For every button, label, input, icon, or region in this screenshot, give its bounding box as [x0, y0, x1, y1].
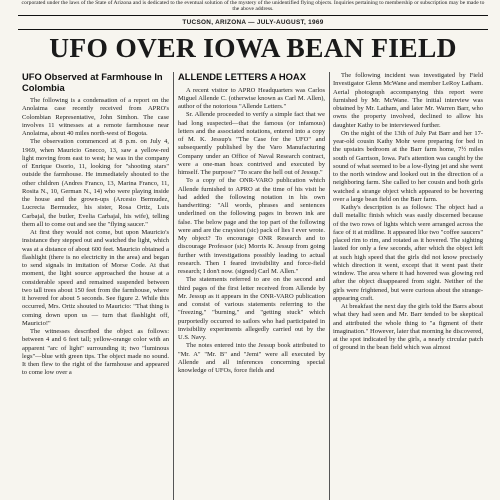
- paragraph: The witnesses described the object as follows: between 4 and 6 feet tall; yellow-orange color with an apparent "arc of light" surrounding it; two "luminous legs"—blue with green tips. The object made no sound. It then flew to the right of the farmhouse and appeared to come low over a: [22, 328, 169, 377]
- paragraph: At first they would not come, but upon Mauricio's insistance they stepped out and watched the light, which was at a distance of about 600 feet. Mauricio obtained a flashlight (there is no electricity in the area) and began to send signals in imitation of Morse Code. At that moment, the light source approached the house at a considerable speed and remained suspended between two tall trees about 150 feet from the farmhouse, where it hovered for about 5 seconds. See figure 2. While this occurred, Mrs. Ortiz shouted to Mauricio: "That thing is coming down upon us — turn that flashlight off, Mauricio!": [22, 229, 169, 327]
- paragraph: The following is a condensation of a report on the Anolaima case recently received from APRO's Colombian Representative, John Simhon. The case involves 11 witnesses at a remote farmhouse near Anolaima, about 40 miles north-west of Bogota.: [22, 97, 169, 137]
- paragraph: A recent visitor to APRO Headquarters was Carlos Miguel Allende C. (otherwise known as Carl M. Allen), author of the notorious "Allende Letters.": [178, 86, 325, 110]
- paragraph: Sr. Allende proceeded to verify a simple fact that we had long suspected—that the famous (or infamous) letters and the associated notations, entered into a copy of M. K. Jessup's "The Case for the UFO" and subsequently published by the Varo Manufacturing Company under an Office of Naval Research contract, were a one-man hoax contrived and executed by himself. The purpose? "To scare the hell out of Jessup.": [178, 111, 325, 176]
- paragraph: On the night of the 13th of July Pat Barr and her 17-year-old cousin Kathy Mohr were preparing for bed in the upstairs bedroom at the Barr farm home, 7½ miles south of Garrison, Iowa. Pat's attention was caught by the sound of what seemed to be a low-flying jet and she went to the north window and looked out in the direction of a neighboring farm. She called to her cousin and both girls watched a strange object which appeared to be hovering over a large bean field on the Barr farm.: [333, 129, 483, 203]
- column-divider: [173, 72, 174, 500]
- paragraph: The statements referred to are on the second and third pages of the first letter received from Allende by Mr. Jessup as it appears in the ONR-VARO publication and consist of various statements referring to the "freezing," "burning," and "getting stuck" which purportedly occurred to sailors who had participated in invisibility experiments allegedly carried out by the U.S. Navy.: [178, 276, 325, 341]
- paragraph: At breakfast the next day the girls told the Barrs about what they had seen and Mr. Barr tended to be skeptical and attributed the whole thing to "a figment of their imagination." However, later that morning he discovered, at the spot indicated by the girls, a nearly circular patch of ground in the bean field which was almost: [333, 303, 483, 352]
- column-divider: [329, 72, 330, 500]
- article-iowa: [333, 72, 483, 500]
- paragraph: The notes entered into the Jessup book attributed to "Mr. A" "Mr. B" and "Jemi" were all executed by Allende and all inferences concerning special knowledge of UFOs, force fields and: [178, 342, 325, 374]
- paragraph: The observation commenced at 8 p.m. on July 4, 1969, when Mauricio Gnecco, 13, saw a yellow-red light moving from east to west; he was in the company of Enrique Osorio, 11, looking for "shooting stars" outside the farmhouse. He immediately shouted to the other children (Andres Franco, 13, Marina Franco, 11, Rosita N., 10, German N., 14) who were playing inside the house and the grown-ups (Arcesio Bermudez, Lucrecia Bermudez, his sister, Rosa Ortiz, Luis Carbajal, the butler, Evelia Carbajal, his wife), telling them all to come out and see the "flying saucer.": [22, 138, 169, 228]
- article-heading: UFO Observed at Farmhouse In Colombia: [22, 72, 163, 93]
- paragraph: Kathy's description is as follows: The object had a dull metallic finish which was easily discerned because of the two rows of lights which were arranged across the face of it at midline. It appeared like two "coffee saucers" placed rim to rim, and rotated as it hovered. The sighting lasted for only a few seconds, after which the object left at such high speed that the girls did not know precisely which direction it went, except that it went past their window. The area where it had hovered was glowing red after the object disappeared from sight. Neither of the girls were frightened, but were curious about the strange-appearing craft.: [333, 204, 483, 302]
- paragraph: The following incident was investigated by Field Investigator Glenn McWane and member LeRoy Latham. Aerial photograph accompanying this report were furnished by Mr. McWane. The initial interview was obtained by Mr. Latham, and later Mr. Warren Barr, who owns the property involved, declined to allow his daughter Kathy to be interviewed further.: [333, 72, 483, 129]
- masthead-strip: corporated under the laws of the State of Arizona and is dedicated to the eventual solution of the mystery of the unidentified flying objects. Inquiries pertaining to membership or subscription may be made to the above address.: [21, 0, 485, 13]
- dateline-rule: [18, 29, 488, 30]
- article-colombia: [22, 72, 169, 500]
- paragraph: To a copy of the ONR-VARO publication which Allende furnished to APRO at the time of his visit he had added the following notation in his own handwriting: "All words, phrases and sentences underlined on the following pages in brown ink are false. The below page and the top part of the following were and are the craysiest (sic) pack of lies I ever wrote. My object? To encourage ONR Research and to discourage Professor (sic) Morris K. Jessup from going further with investigations possibly leading to actual research. Then I feared invisibility and force-field research; I don't now. (signed) Carl M. Allen.": [178, 177, 325, 275]
- dateline: TUCSON, ARIZONA — JULY-AUGUST, 1969: [182, 19, 324, 26]
- headline: UFO OVER IOWA BEAN FIELD: [49, 32, 457, 63]
- top-rule: [18, 15, 488, 16]
- article-allende: [178, 72, 325, 500]
- article-heading: ALLENDE LETTERS A HOAX: [178, 72, 306, 82]
